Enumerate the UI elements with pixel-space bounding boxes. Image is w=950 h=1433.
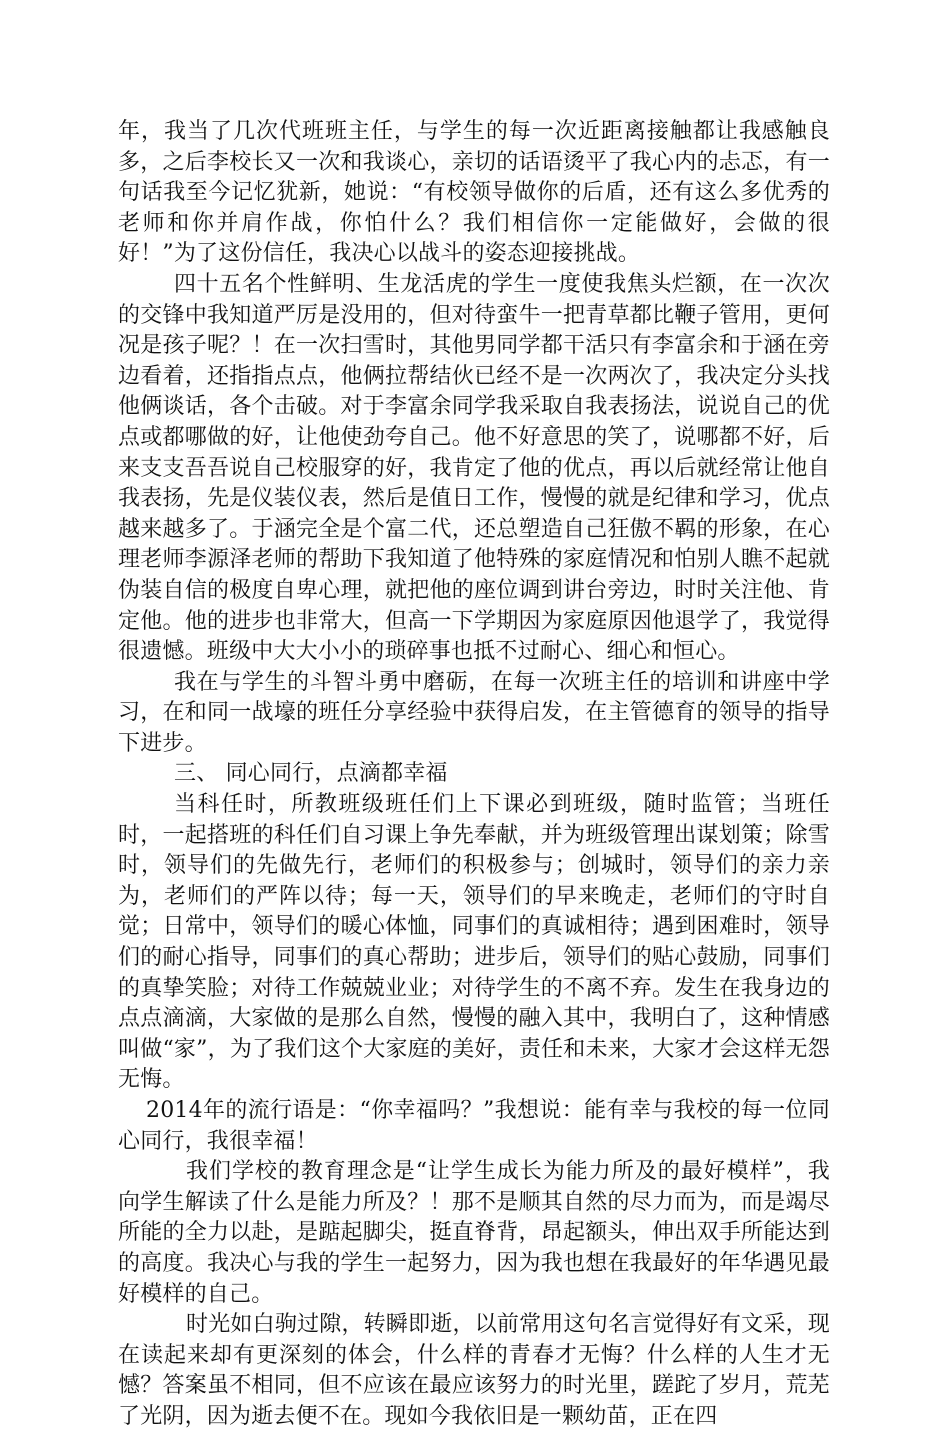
document-body bbox=[118, 117, 830, 1433]
paragraph-2: 四十五名个性鲜明、生龙活虎的学生一度使我焦头烂额，在一次次的交锋中我知道严厉是没用的，但对待蛮牛一把青草都比鞭子管用，更何况是孩子呢？！在一次扫雪时，其他男同学都干活只有李富余和于涵在旁边看着，还指指点点，他俩拉帮结伙已经不是一次两次了，我决定分头找他俩谈话，各个击破。对于李富余同学我采取自我表扬法，说说自己的优点或都哪做的好，让他使劲夸自己。他不好意思的笑了，说哪都不好，后来支支吾吾说自己校服穿的好，我肯定了他的优点，再以后就经常让他自我表扬，先是仪装仪表，然后是值日工作，慢慢的就是纪律和学习，优点越来越多了。于涵完全是个富二代，还总塑造自己狂傲不羁的形象，在心理老师李源泽老师的帮助下我知道了他特殊的家庭情况和怕别人瞧不起就伪装自信的极度自卑心理，就把他的座位调到讲台旁边，时时关注他、肯定他。他的进步也非常大，但高一下学期因为家庭原因他退学了，我觉得很遗憾。班级中大大小小的琐碎事也抵不过耐心、细心和恒心。 bbox=[118, 271, 830, 665]
paragraph-4: 当科任时，所教班级班任们上下课必到班级，随时监管；当班任时，一起搭班的科任们自习课上争先奉献，并为班级管理出谋划策；除雪时，领导们的先做先行，老师们的积极参与；创城时，领导们的亲力亲为，老师们的严阵以待；每一天，领导们的早来晚走，老师们的守时自觉；日常中，领导们的暖心体恤，同事们的真诚相待；遇到困难时，领导们的耐心指导，同事们的真心帮助；进步后，领导们的贴心鼓励，同事们的真挚笑脸；对待工作兢兢业业；对待学生的不离不弃。发生在我身边的点点滴滴，大家做的是那么自然，慢慢的融入其中，我明白了，这种情感叫做“家”，为了我们这个大家庭的美好，责任和未来，大家才会这样无怨无悔。 bbox=[118, 792, 830, 1093]
paragraph-3: 我在与学生的斗智斗勇中磨砺，在每一次班主任的培训和讲座中学习，在和同一战壕的班任分享经验中获得启发，在主管德育的领导的指导下进步。 bbox=[118, 669, 830, 756]
paragraph-7: 时光如白驹过隙，转瞬即逝，以前常用这句名言觉得好有文采，现在读起来却有更深刻的体会，什么样的青春才无悔？什么样的人生才无憾？答案虽不相同，但不应该在最应该努力的时光里，蹉跎了岁月，荒芜了光阴，因为逝去便不在。现如今我依旧是一颗幼苗，正在四 bbox=[118, 1312, 830, 1429]
section-heading-3: 三、 同心同行，点滴都幸福 bbox=[174, 761, 448, 787]
paragraph-6: 我们学校的教育理念是“让学生成长为能力所及的最好模样”，我向学生解读了什么是能力所及？！那不是顺其自然的尽力而为，而是竭尽所能的全力以赴，是踮起脚尖，挺直脊背，昂起额头，伸出双手所能达到的高度。我决心与我的学生一起努力，因为我也想在我最好的年华遇见最好模样的自己。 bbox=[118, 1159, 830, 1307]
paragraph-5: 2014年的流行语是：“你幸福吗？”我想说：能有幸与我校的每一位同心同行，我很幸福！ bbox=[118, 1098, 830, 1154]
paragraph-1: 年，我当了几次代班班主任，与学生的每一次近距离接触都让我感触良多，之后李校长又一次和我谈心，亲切的话语烫平了我心内的忐忑，有一句话我至今记忆犹新，她说：“有校领导做你的后盾，还有这么多优秀的老师和你并肩作战，你怕什么？我们相信你一定能做好，会做的很好！”为了这份信任，我决心以战斗的姿态迎接挑战。 bbox=[118, 119, 830, 267]
